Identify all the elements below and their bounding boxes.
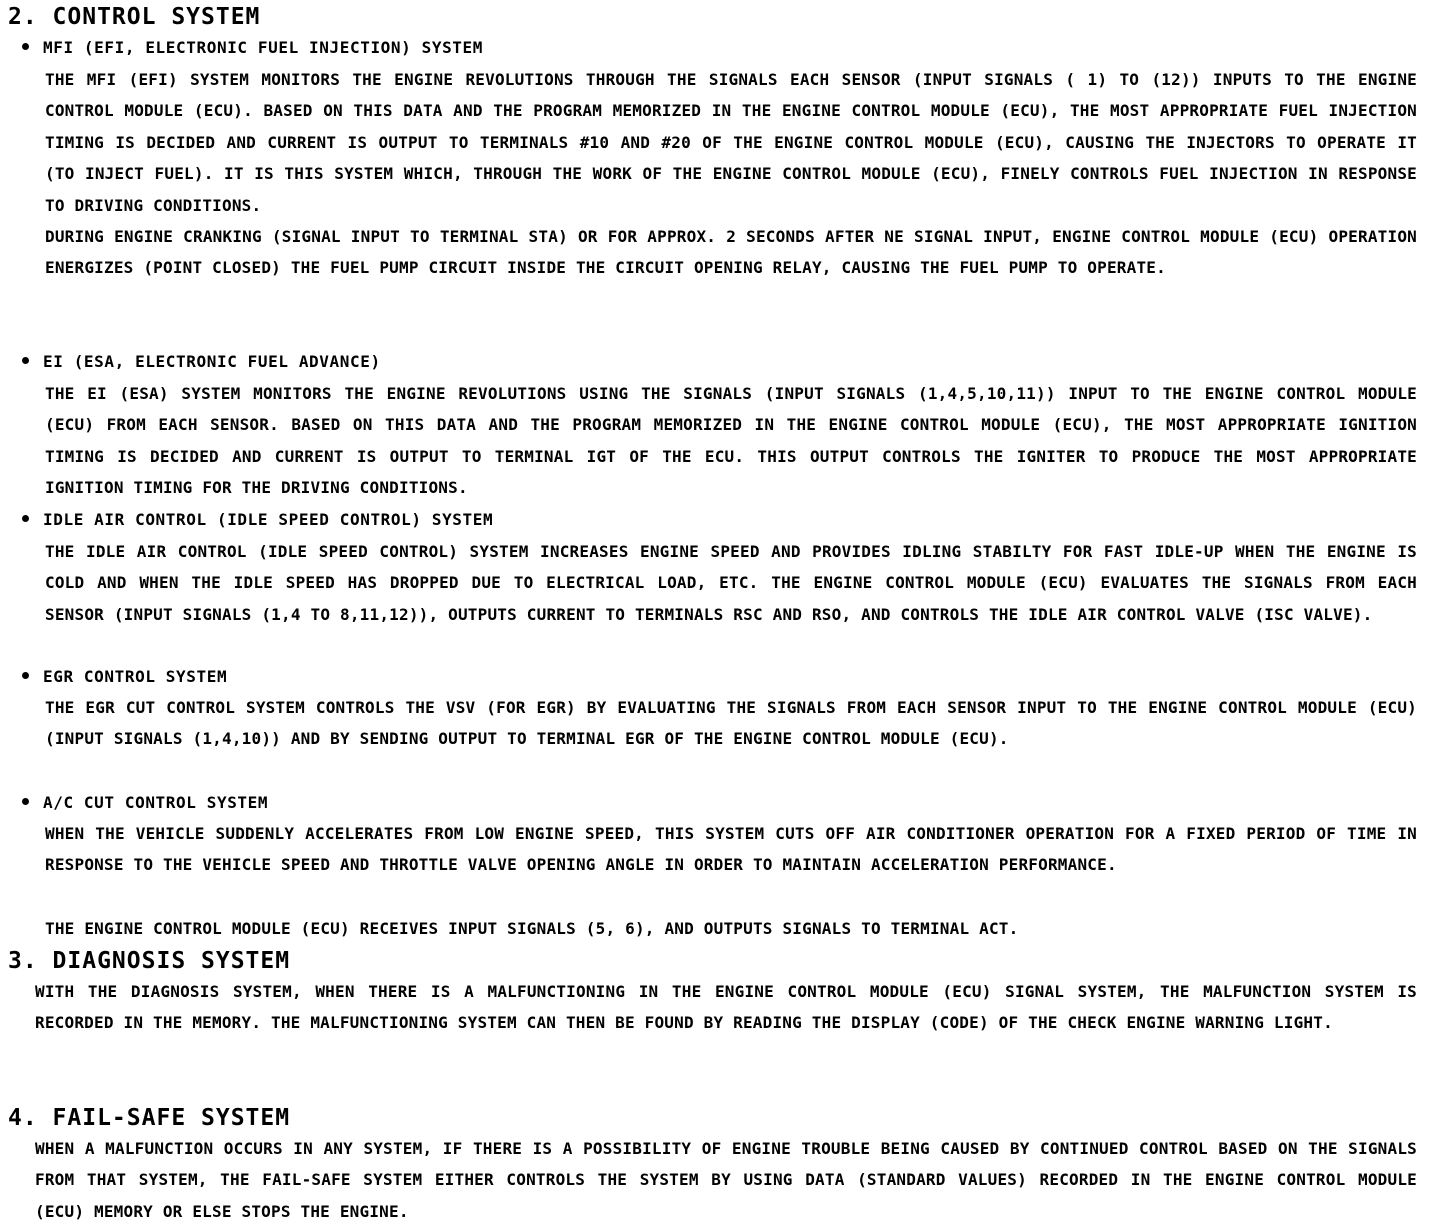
bullet-icon <box>22 672 29 679</box>
egr-p-rest: OF THE ENGINE CONTROL MODULE (ECU). <box>654 729 1009 749</box>
iac-title <box>22 510 493 530</box>
diagnosis-text: WITH THE DIAGNOSIS SYSTEM, WHEN THERE IS A MALFUNCTIONING IN THE ENGINE CONTROL MODULE (ECU) SIGNAL SYSTEM, THE MALFUNCTION SYSTEM IS RECORDED IN THE MEMORY. THE MALFUNCTIONING SYSTEM CAN THEN BE FOUND BY READING THE DISPLAY (CODE) OF THE CHECK ENGINE WARNING LIGHT. <box>35 982 1417 1033</box>
ac-terminal-act: TERMINAL ACT <box>890 919 1009 938</box>
ac-p1-text: WHEN THE VEHICLE SUDDENLY ACCELERATES FROM LOW ENGINE SPEED, THIS SYSTEM CUTS OFF AIR CONDITIONER OPERATION FOR A FIXED PERIOD OF TIME IN RESPONSE TO THE VEHICLE SPEED AND THROTTLE VALVE OPENING ANGLE IN ORDER TO MAINTAIN ACCELERATION PERFORMANCE. <box>45 824 1417 875</box>
failsafe-text: WHEN A MALFUNCTION OCCURS IN ANY SYSTEM, IF THERE IS A POSSIBILITY OF ENGINE TROUBLE BEING CAUSED BY CONTINUED CONTROL BASED ON THE SIGNALS FROM THAT SYSTEM, THE FAIL-SAFE SYSTEM EITHER CONTROLS THE SYSTEM BY USING DATA (STANDARD VALUES) RECORDED IN THE ENGINE CONTROL MODULE (ECU) MEMORY OR ELSE STOPS THE ENGINE. <box>35 1139 1417 1221</box>
mfi-terminal-sta: TERMINAL STA <box>439 227 559 246</box>
iac-paragraph <box>45 536 1417 630</box>
bullet-icon <box>22 357 29 364</box>
iac-p-rest: , AND CONTROLS THE IDLE AIR CONTROL VALVE (ISC VALVE). <box>841 604 1373 624</box>
mfi-paragraph-1 <box>45 64 1417 221</box>
mfi-p1-rest: OF THE ENGINE CONTROL MODULE (ECU), CAUSING THE INJECTORS TO OPERATE IT (TO INJECT FUEL). IT IS THIS SYSTEM WHICH, THROUGH THE WORK OF THE ENGINE CONTROL MODULE (ECU), FINELY CONTROLS FUEL INJECTION IN RESPONSE TO DRIVING CONDITIONS. <box>45 132 1417 215</box>
section-2-heading: 2. CONTROL SYSTEM <box>8 4 261 30</box>
mfi-p1-and: AND <box>609 132 662 152</box>
bullet-icon <box>22 515 29 522</box>
bullet-icon <box>22 43 29 50</box>
mfi-paragraph-2 <box>45 221 1417 284</box>
egr-p-text: THE EGR CUT CONTROL SYSTEM CONTROLS THE VSV (FOR EGR) BY EVALUATING THE SIGNALS FROM EACH SENSOR INPUT TO THE ENGINE CONTROL MODULE (ECU) (INPUT SIGNALS (1,4,10)) AND BY SENDING OUTPUT TO <box>45 698 1417 749</box>
iac-p-text: THE IDLE AIR CONTROL (IDLE SPEED CONTROL) SYSTEM INCREASES ENGINE SPEED AND PROVIDES IDLING STABILTY FOR FAST IDLE-UP WHEN THE ENGINE IS COLD AND WHEN THE IDLE SPEED HAS DROPPED DUE TO ELECTRICAL LOAD, ETC. THE ENGINE CONTROL MODULE (ECU) EVALUATES THE SIGNALS FROM EACH SENSOR (INPUT SIGNALS (1,4 TO 8,11,12)), OUTPUTS CURRENT TO <box>45 542 1417 624</box>
egr-paragraph <box>45 692 1417 755</box>
egr-title <box>22 667 227 687</box>
mfi-p2-text: DURING ENGINE CRANKING (SIGNAL INPUT TO <box>45 227 440 246</box>
iac-terminal-rso: RSO <box>811 604 842 624</box>
ac-paragraph-2 <box>45 913 1417 944</box>
ei-paragraph <box>45 378 1417 504</box>
mfi-terminal-10: TERMINALS #10 <box>479 132 610 152</box>
ei-p-text: THE EI (ESA) SYSTEM MONITORS THE ENGINE REVOLUTIONS USING THE SIGNALS (INPUT SIGNALS (1,4,5,10,11)) INPUT TO THE ENGINE CONTROL MODULE (ECU) FROM EACH SENSOR. BASED ON THIS DATA AND THE PROGRAM MEMORIZED IN THE ENGINE CONTROL MODULE (ECU), THE MOST APPROPRIATE IGNITION TIMING IS DECIDED AND CURRENT IS OUTPUT TO <box>45 384 1417 466</box>
ei-title <box>22 352 381 372</box>
ac-title-text: A/C CUT CONTROL SYSTEM <box>43 793 269 812</box>
mfi-title-text: MFI (EFI, ELECTRONIC FUEL INJECTION) SYSTEM <box>43 38 484 57</box>
section-4-heading: 4. FAIL-SAFE SYSTEM <box>8 1105 291 1131</box>
ac-p2-rest: . <box>1008 919 1019 938</box>
ac-paragraph-1 <box>45 818 1417 881</box>
mfi-title <box>22 38 483 58</box>
mfi-p2-rest: ) OR FOR APPROX. 2 SECONDS AFTER NE SIGNAL INPUT, ENGINE CONTROL MODULE (ECU) OPERATION ENERGIZES (POINT CLOSED) THE FUEL PUMP CIRCUIT INSIDE THE CIRCUIT OPENING RELAY, CAUSING THE FUEL PUMP TO OPERATE. <box>45 227 1417 278</box>
egr-title-text: EGR CONTROL SYSTEM <box>43 667 228 686</box>
bullet-icon <box>22 798 29 805</box>
ei-title-text: EI (ESA, ELECTRONIC FUEL ADVANCE) <box>43 352 381 371</box>
ei-terminal-igt: TERMINAL IGT <box>494 446 617 466</box>
iac-p-and: AND <box>762 604 812 624</box>
section-3-heading: 3. DIAGNOSIS SYSTEM <box>8 948 291 974</box>
failsafe-paragraph <box>35 1133 1417 1227</box>
ac-p2-text: THE ENGINE CONTROL MODULE (ECU) RECEIVES INPUT SIGNALS (5, 6), AND OUTPUTS SIGNALS TO <box>45 919 891 938</box>
diagnosis-paragraph <box>35 976 1417 1039</box>
iac-title-text: IDLE AIR CONTROL (IDLE SPEED CONTROL) SYSTEM <box>43 510 494 529</box>
ac-title <box>22 793 268 813</box>
mfi-p1-text: THE MFI (EFI) SYSTEM MONITORS THE ENGINE REVOLUTIONS THROUGH THE SIGNALS EACH SENSOR (INPUT SIGNALS ( 1) TO (12)) INPUTS TO THE ENGINE CONTROL MODULE (ECU). BASED ON THIS DATA AND THE PROGRAM MEMORIZED IN THE ENGINE CONTROL MODULE (ECU), THE MOST APPROPRIATE FUEL INJECTION TIMING IS DECIDED AND CURRENT IS OUTPUT TO <box>45 70 1417 152</box>
ei-p-rest: OF THE ECU. THIS OUTPUT CONTROLS THE IGNITER TO PRODUCE THE MOST APPROPRIATE IGNITION TIMING FOR THE DRIVING CONDITIONS. <box>45 446 1418 498</box>
mfi-terminal-20: #20 <box>661 132 691 152</box>
iac-terminal-rsc: TERMINALS RSC <box>634 604 763 624</box>
egr-terminal-egr: TERMINAL EGR <box>536 729 655 749</box>
